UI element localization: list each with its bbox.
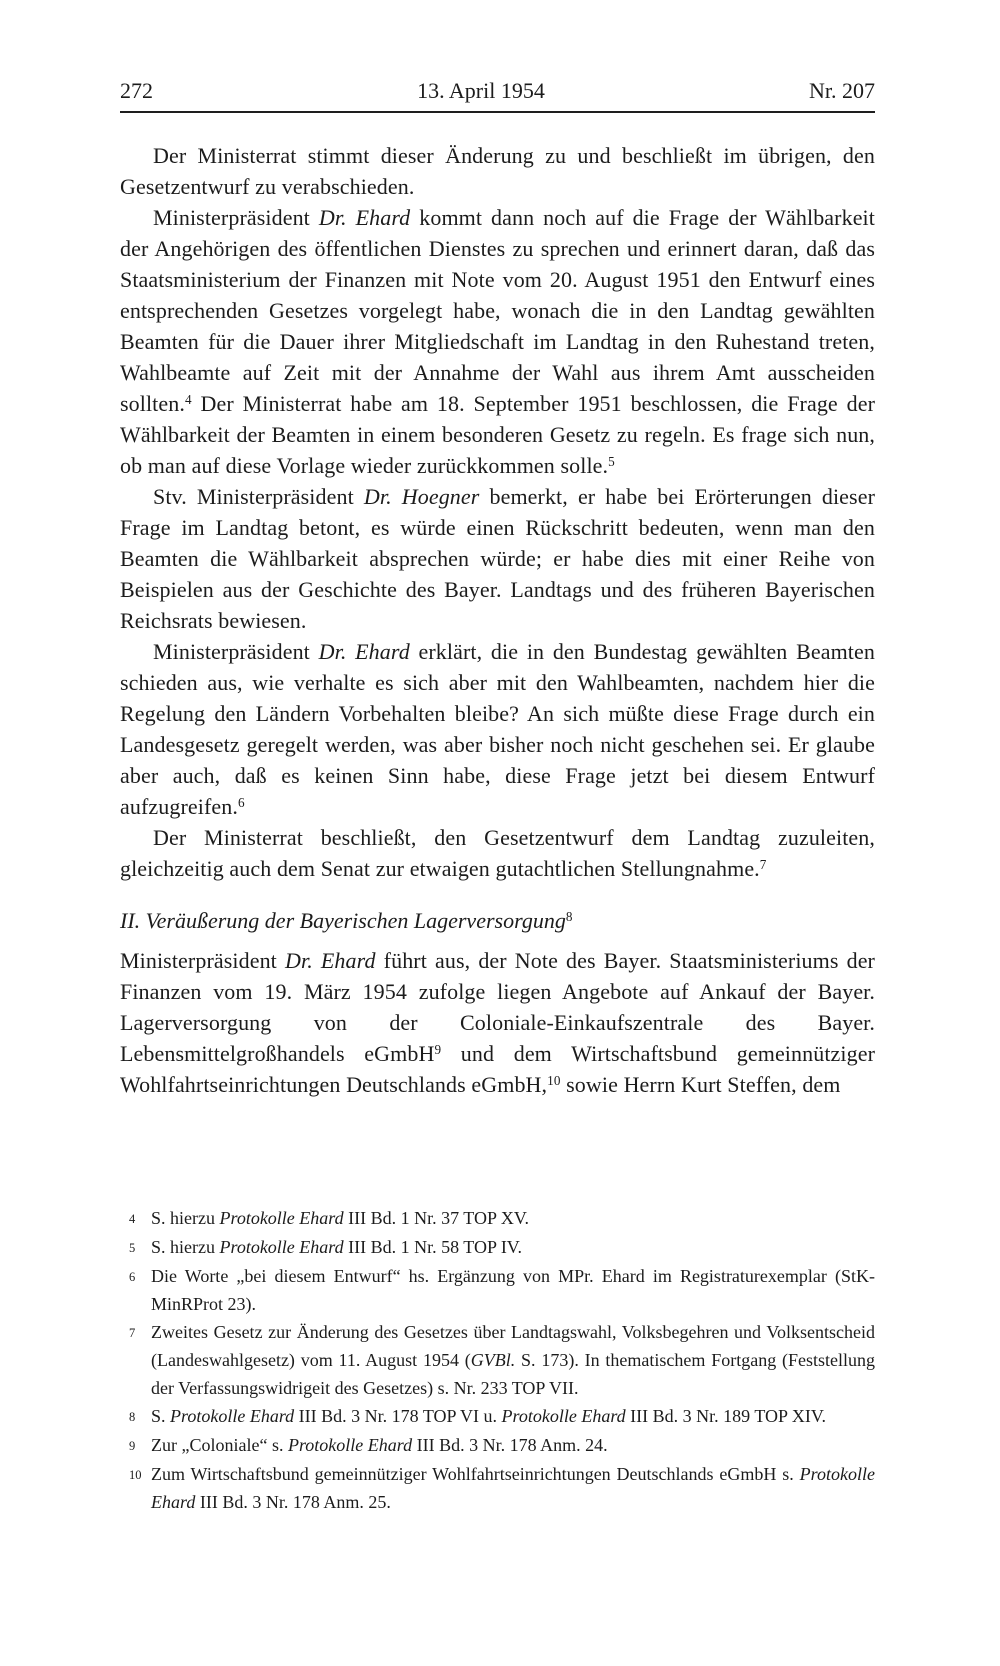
paragraph-resolution-2: Der Ministerrat beschließt, den Gesetzentwurf dem Landtag zuzuleiten, gleichzeitig auch dem Senat zur etwaigen gutachtlichen Stellungnahme.$^7$ [120, 825, 875, 881]
running-head [120, 78, 875, 113]
footnote-item [120, 1204, 875, 1233]
page-number: 272 [120, 78, 153, 103]
footnote-text: Zum Wirtschaftsbund gemeinnütziger Wohlfahrtseinrichtungen Deutschlands eGmbH s. Protokolle Ehard III Bd. 3 Nr. 178 Anm. 25. [151, 1464, 875, 1512]
paragraph-ehard-erklaert: Ministerpräsident Dr. Ehard erklärt, die in den Bundestag gewählten Beamten schieden aus, wie verhalte es sich aber mit den Wahlbeamten, nachdem hier die Regelung den Ländern Vorbehalten bleibe? An sich müßte diese Frage durch ein Landesgesetz geregelt werden, was aber bisher noch nicht geschehen sei. Er glaube aber auch, daß es keinen Sinn habe, diese Frage jetzt bei diesem Entwurf aufzugreifen.$^6$ [120, 639, 875, 819]
footnote-marker: 10 [129, 1468, 142, 1482]
footnote-text: Zur „Coloniale“ s. Protokolle Ehard III Bd. 3 Nr. 178 Anm. 24. [151, 1435, 608, 1455]
section-heading-lagerversorgung: II. Veräußerung der Bayerischen Lagerversorgung$^8$ [120, 908, 573, 933]
issue-number: Nr. 207 [808, 78, 875, 103]
paragraph-resolution-1: Der Ministerrat stimmt dieser Änderung zu und beschließt im übrigen, den Gesetzentwurf zu verabschieden. [120, 143, 875, 199]
footnote-item [120, 1233, 875, 1262]
footnote-item [120, 1262, 875, 1318]
paragraph-hoegner: Stv. Ministerpräsident Dr. Hoegner bemerkt, er habe bei Erörterungen dieser Frage im Landtag betont, es würde einen Rückschritt bedeuten, wenn man den Beamten die Wählbarkeit absprechen würde; er habe dies mit einer Reihe von Beispielen aus der Geschichte des Bayer. Landtags und des früheren Bayerischen Reichsrats bewiesen. [120, 484, 875, 633]
footnote-text: Die Worte „bei diesem Entwurf“ hs. Ergänzung von MPr. Ehard im Registraturexemplar (StK-MinRProt 23). [151, 1266, 875, 1314]
footnote-item [120, 1431, 875, 1460]
body-text [120, 140, 875, 1100]
footnote-item [120, 1460, 875, 1516]
footnote-text: S. Protokolle Ehard III Bd. 3 Nr. 178 TOP VI u. Protokolle Ehard III Bd. 3 Nr. 189 TOP XIV. [151, 1406, 827, 1426]
paragraph-ehard-fuehrt-aus: Ministerpräsident Dr. Ehard führt aus, der Note des Bayer. Staatsministeriums der Finanzen vom 19. März 1954 zufolge liegen Angebote auf Ankauf der Bayer. Lagerversorgung von der Coloniale-Einkaufszentrale des Bayer. Lebensmittelgroßhandels eGmbH$^9$ und dem Wirtschaftsbund gemeinnütziger Wohlfahrtseinrichtungen Deutschlands eGmbH,$^{10}$ sowie Herrn Kurt Steffen, dem [120, 948, 875, 1097]
header-date: 13. April 1954 [417, 78, 545, 103]
footnote-item [120, 1318, 875, 1402]
footnote-marker: 9 [129, 1439, 136, 1453]
footnotes-block [120, 1204, 875, 1516]
footnote-marker: 4 [129, 1212, 136, 1226]
footnote-marker: 7 [129, 1326, 136, 1340]
footnote-text: S. hierzu Protokolle Ehard III Bd. 1 Nr. 58 TOP IV. [151, 1237, 522, 1257]
footnote-text: Zweites Gesetz zur Änderung des Gesetzes über Landtagswahl, Volksbegehren und Volksentscheid (Landeswahlgesetz) vom 11. August 1954 (GVBl. S. 173). In thematischem Fortgang (Feststellung der Verfassungswidrigeit des Gesetzes) s. Nr. 233 TOP VII. [151, 1322, 875, 1398]
footnote-marker: 6 [129, 1270, 136, 1284]
footnote-marker: 5 [129, 1241, 136, 1255]
footnote-marker: 8 [129, 1410, 136, 1424]
paragraph-ehard-waehlbarkeit: Ministerpräsident Dr. Ehard kommt dann noch auf die Frage der Wählbarkeit der Angehörigen des öffentlichen Dienstes zu sprechen und erinnert daran, daß das Staatsministerium der Finanzen mit Note vom 20. August 1951 den Entwurf eines entsprechenden Gesetzes vorgelegt habe, wonach die in den Landtag gewählten Beamten für die Dauer ihrer Mitgliedschaft im Landtag in den Ruhestand treten, Wahlbeamte auf Zeit mit der Annahme der Wahl aus ihrem Amt ausscheiden sollten.$^4$ Der Ministerrat habe am 18. September 1951 beschlossen, die Frage der Wählbarkeit der Beamten in einem besonderen Gesetz zu regeln. Es frage sich nun, ob man auf diese Vorlage wieder zurückkommen solle.$^5$ [120, 205, 875, 478]
footnote-text: S. hierzu Protokolle Ehard III Bd. 1 Nr. 37 TOP XV. [151, 1208, 529, 1228]
footnote-item [120, 1402, 875, 1431]
